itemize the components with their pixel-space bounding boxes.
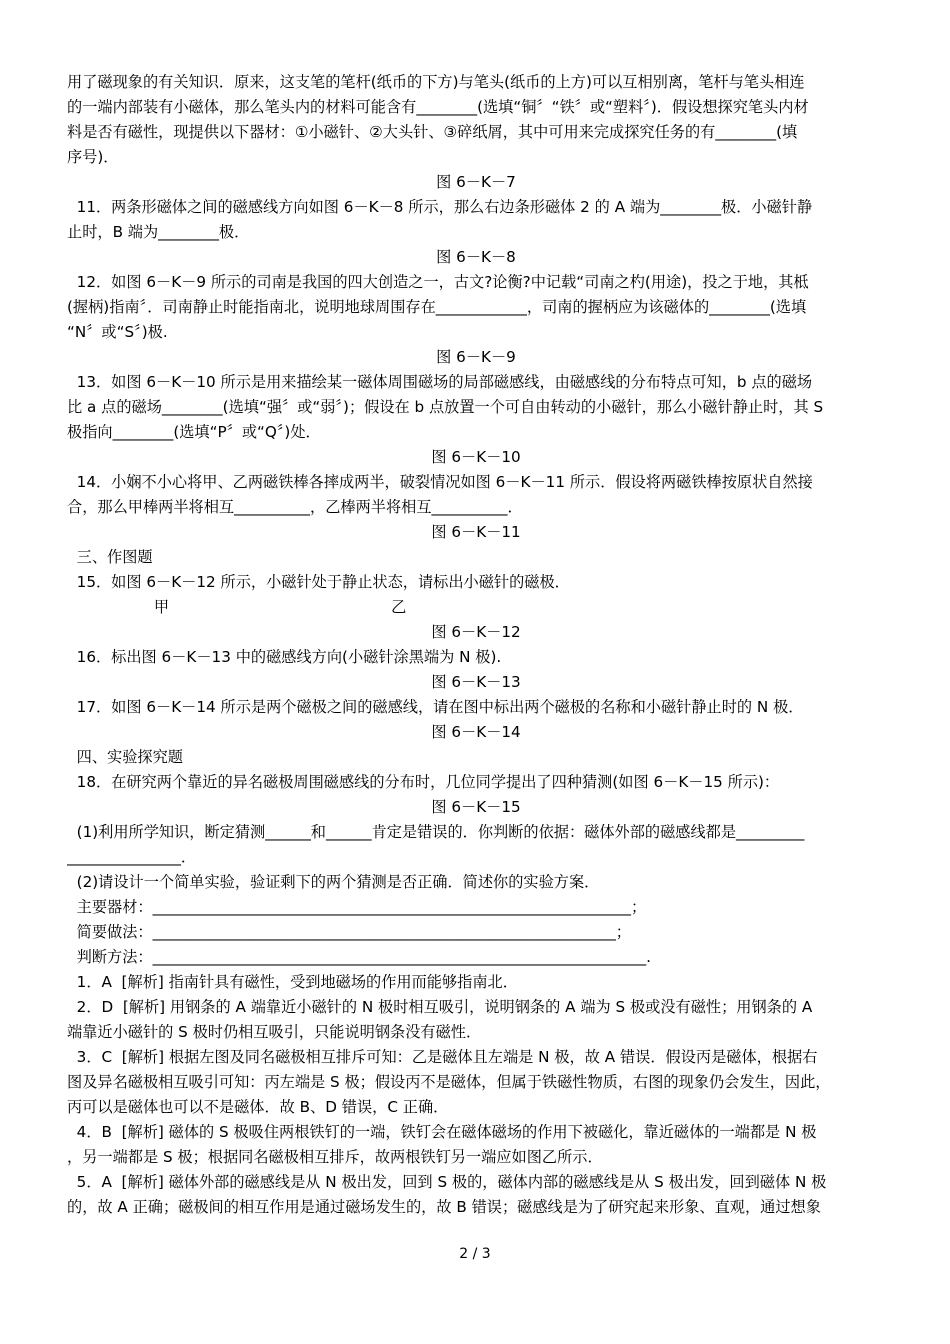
text-line: 丙可以是磁体也可以不是磁体．故 B、D 错误，C 正确． — [67, 1098, 449, 1116]
text-line: 三、作图题 — [67, 548, 153, 566]
page-number: 2 / 3 — [459, 1246, 491, 1262]
text-line: 11．两条形磁体之间的磁感线方向如图 6－K－8 所示，那么右边条形磁体 2 的 A 端为________极．小磁针静 — [67, 198, 813, 216]
text-line: (握柄)指南〞．司南静止时能指南北，说明地球周围存在____________，司南的握柄应为该磁体的________(选填 — [67, 298, 807, 316]
text-line: 图及异名磁极相互吸引可知：丙左端是 S 极；假设丙不是磁体，但属于铁磁性物质，右图的现象仍会发生，因此， — [67, 1073, 831, 1091]
figure-caption: 图 6－K－14 — [431, 723, 521, 741]
text-line: 甲 乙 — [67, 598, 407, 616]
text-line: 4．B [解析] 磁体的 S 极吸住两根铁钉的一端，铁钉会在磁体磁场的作用下被磁化，靠近磁体的一端都是 N 极 — [67, 1123, 817, 1141]
text-line: 17．如图 6－K－14 所示是两个磁极之间的磁感线，请在图中标出两个磁极的名称和小磁针静止时的 N 极． — [67, 698, 804, 716]
text-line: 合，那么甲棒两半将相互__________，乙棒两半将相互__________． — [67, 498, 523, 516]
text-line: 用了磁现象的有关知识．原来，这支笔的笔杆(纸币的下方)与笔头(纸币的上方)可以互相别离，笔杆与笔头相连 — [67, 73, 805, 91]
figure-caption: 图 6－K－7 — [436, 173, 516, 191]
figure-caption: 图 6－K－10 — [431, 448, 521, 466]
figure-caption: 图 6－K－15 — [431, 798, 521, 816]
text-line: 14．小娴不小心将甲、乙两磁铁棒各摔成两半，破裂情况如图 6－K－11 所示．假设将两磁铁棒按原状自然接 — [67, 473, 813, 491]
text-line: 极指向________(选填“P〞或“Q〞)处． — [67, 423, 321, 441]
figure-caption: 图 6－K－11 — [431, 523, 521, 541]
text-line: ，另一端都是 S 极；根据同名磁极相互排斥，故两根铁钉另一端应如图乙所示． — [67, 1148, 603, 1166]
text-line: 止时，B 端为________极． — [67, 223, 250, 241]
text-line: 主要器材：_______________________________________________________________； — [67, 898, 647, 916]
document-page — [67, 70, 885, 1220]
text-line: 简要做法：_____________________________________________________________； — [67, 923, 631, 941]
text-line: 比 a 点的磁场________(选填“强〞或“弱〞)；假设在 b 点放置一个可自由转动的小磁针，那么小磁针静止时，其 S — [67, 398, 824, 416]
text-line: 四、实验探究题 — [67, 748, 183, 766]
text-line: 端靠近小磁针的 S 极时仍相互吸引，只能说明钢条没有磁性． — [67, 1023, 482, 1041]
text-line: 序号)． — [67, 148, 119, 166]
figure-caption: 图 6－K－8 — [436, 248, 516, 266]
text-line: (1)利用所学知识，断定猜测______和______肯定是错误的．你判断的依据：磁体外部的磁感线都是_________ — [67, 823, 805, 841]
text-line: 判断方法：_________________________________________________________________. — [67, 948, 652, 966]
text-line: 15．如图 6－K－12 所示，小磁针处于静止状态，请标出小磁针的磁极． — [67, 573, 570, 591]
text-line: 13．如图 6－K－10 所示是用来描绘某一磁体周围磁场的局部磁感线，由磁感线的分布特点可知，b 点的磁场 — [67, 373, 813, 391]
text-line: (2)请设计一个简单实验，验证剩下的两个猜测是否正确．简述你的实验方案． — [67, 873, 600, 891]
text-line: 18．在研究两个靠近的异名磁极周围磁感线的分布时，几位同学提出了四种猜测(如图 6－K－15 所示)： — [67, 773, 780, 791]
figure-caption: 图 6－K－12 — [431, 623, 521, 641]
text-line: 的，故 A 正确；磁极间的相互作用是通过磁场发生的，故 B 错误；磁感线是为了研究起来形象、直观，通过想象 — [67, 1198, 821, 1216]
text-line: 1．A [解析] 指南针具有磁性，受到地磁场的作用而能够指南北． — [67, 973, 518, 991]
text-line: 2．D [解析] 用钢条的 A 端靠近小磁针的 N 极时相互吸引，说明钢条的 A 端为 S 极或没有磁性；用钢条的 A — [67, 998, 813, 1016]
text-line: 3．C [解析] 根据左图及同名磁极相互排斥可知：乙是磁体且左端是 N 极，故 A 错误．假设丙是磁体，根据右 — [67, 1048, 818, 1066]
figure-caption: 图 6－K－9 — [436, 348, 516, 366]
text-line: 16．标出图 6－K－13 中的磁感线方向(小磁针涂黑端为 N 极). — [67, 648, 502, 666]
text-line: “N〞或“S〞)极. — [67, 323, 168, 341]
text-line: 的一端内部装有小磁体，那么笔头内的材料可能含有________(选填“铜〞“铁〞或“塑料〞)．假设想探究笔头内材 — [67, 98, 809, 116]
text-line: _______________． — [67, 848, 197, 866]
text-line: 5．A [解析] 磁体外部的磁感线是从 N 极出发，回到 S 极的，磁体内部的磁感线是从 S 极出发，回到磁体 N 极 — [67, 1173, 827, 1191]
figure-caption: 图 6－K－13 — [431, 673, 521, 691]
text-line: 12．如图 6－K－9 所示的司南是我国的四大创造之一，古文?论衡?中记载“司南之杓(用途)，投之于地，其柢 — [67, 273, 809, 291]
text-line: 料是否有磁性，现提供以下器材：①小磁针、②大头针、③碎纸屑，其中可用来完成探究任务的有________(填 — [67, 123, 798, 141]
